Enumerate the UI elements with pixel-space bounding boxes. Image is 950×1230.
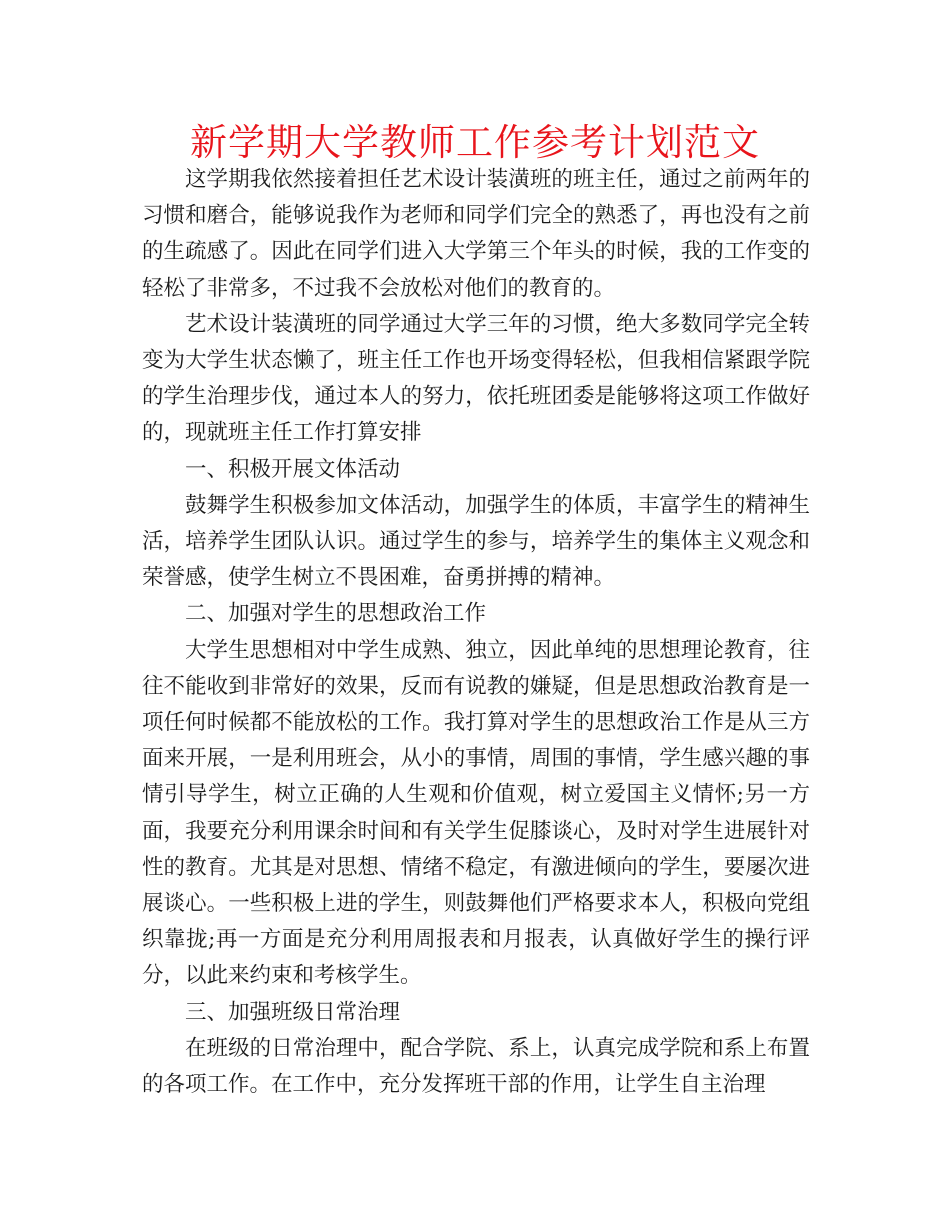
paragraph-section-2: 大学生思想相对中学生成熟、独立，因此单纯的思想理论教育，往往不能收到非常好的效果，反而有说教的嫌疑，但是思想政治教育是一项任何时候都不能放松的工作。我打算对学生的思想政治工作是从三方面来开展，一是利用班会，从小的事情，周围的事情，学生感兴趣的事情引导学生，树立正确的人生观和价值观，树立爱国主义情怀;另一方面，我要充分利用课余时间和有关学生促膝谈心，及时对学生进展针对性的教育。尤其是对思想、情绪不稳定，有激进倾向的学生，要屡次进展谈心。一些积极上进的学生，则鼓舞他们严格要求本人，积极向党组织靠拢;再一方面是充分利用周报表和月报表，认真做好学生的操行评分，以此来约束和考核学生。	[142, 637, 810, 989]
section-heading-2: 二、加强对学生的思想政治工作	[185, 601, 487, 627]
section-heading-3: 三、加强班级日常治理	[185, 999, 401, 1025]
paragraph-section-1: 鼓舞学生积极参加文体活动，加强学生的体质，丰富学生的精神生活，培养学生团队认识。通过学生的参与，培养学生的集体主义观念和荣誉感，使学生树立不畏困难，奋勇拼搏的精神。	[142, 492, 810, 591]
document-title: 新学期大学教师工作参考计划范文	[190, 121, 760, 164]
paragraph-intro: 这学期我依然接着担任艺术设计装潢班的班主任，通过之前两年的习惯和磨合，能够说我作为老师和同学们完全的熟悉了，再也没有之前的生疏感了。因此在同学们进入大学第三个年头的时候，我的工作变的轻松了非常多，不过我不会放松对他们的教育的。	[142, 167, 810, 301]
paragraph-section-3: 在班级的日常治理中，配合学院、系上，认真完成学院和系上布置的各项工作。在工作中，充分发挥班干部的作用，让学生自主治理	[142, 1035, 810, 1098]
document-body	[142, 162, 810, 1103]
paragraph-overview: 艺术设计装潢班的同学通过大学三年的习惯，绝大多数同学完全转变为大学生状态懒了，班主任工作也开场变得轻松，但我相信紧跟学院的学生治理步伐，通过本人的努力，依托班团委是能够将这项工作做好的，现就班主任工作打算安排	[142, 311, 810, 446]
section-heading-1: 一、积极开展文体活动	[185, 456, 401, 482]
